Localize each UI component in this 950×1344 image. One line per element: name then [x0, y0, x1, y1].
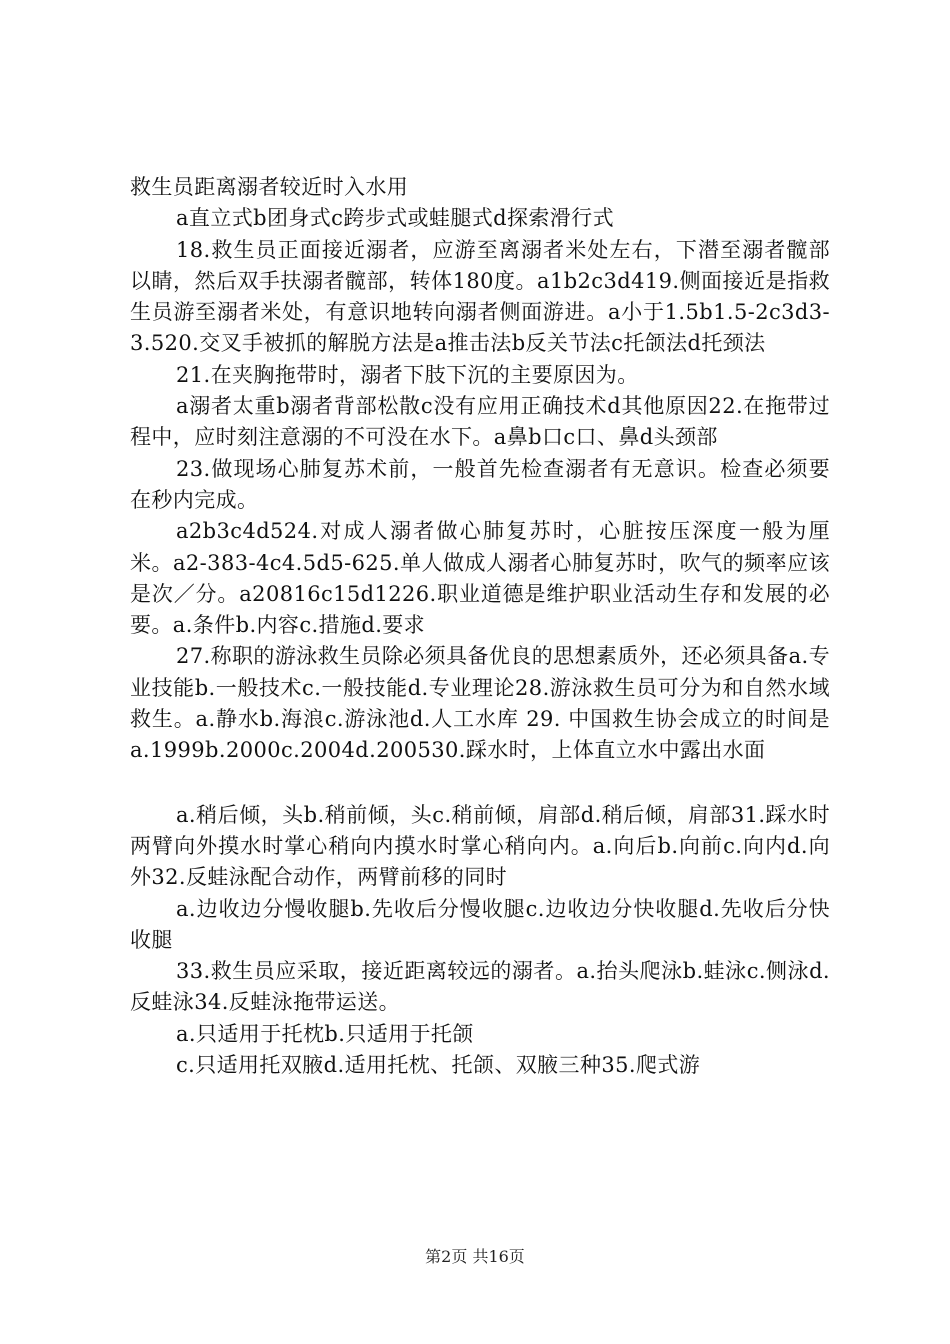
paragraph: a直立式b团身式c跨步式或蛙腿式d探索滑行式	[176, 206, 614, 231]
paragraph: a溺者太重b溺者背部松散c没有应用正确技术d其他原因22.在拖带过程中，应时刻注意溺的不可没在水下。a鼻b口c口、鼻d头颈部	[130, 394, 830, 450]
paragraph: c.只适用托双腋d.适用托枕、托颌、双腋三种35.爬式游	[176, 1053, 701, 1078]
paragraph: 33.救生员应采取，接近距离较远的溺者。a.抬头爬泳b.蛙泳c.侧泳d.反蛙泳34.反蛙泳拖带运送。	[130, 959, 830, 1015]
paragraph: 23.做现场心肺复苏术前，一般首先检查溺者有无意识。检查必须要在秒内完成。	[130, 456, 830, 512]
paragraph: 救生员距离溺者较近时入水用	[130, 175, 409, 199]
text-block-2	[130, 800, 830, 1082]
paragraph: a.只适用于托枕b.只适用于托颌	[176, 1021, 474, 1046]
paragraph: 27.称职的游泳救生员除必须具备优良的思想素质外，还必须具备a.专业技能b.一般技术c.一般技能d.专业理论28.游泳救生员可分为和自然水域救生。a.静水b.海浪c.游泳池d.人工水库 29. 中国救生协会成立的时间是a.1999b.2000c.2004d.200530.踩水时，上体直立水中露出水面	[130, 644, 830, 763]
page-footer: 第2页 共16页	[425, 1247, 525, 1266]
paragraph: 18.救生员正面接近溺者，应游至离溺者米处左右，下潜至溺者髋部以睛，然后双手扶溺者髋部，转体180度。a1b2c3d419.侧面接近是指救生员游至溺者米处，有意识地转向溺者侧面游进。a小于1.5b1.5-2c3d3-3.520.交叉手被抓的解脱方法是a推击法b反关节法c托颌法d托颈法	[130, 237, 830, 356]
text-block-1	[130, 172, 830, 767]
paragraph-gap	[130, 767, 830, 800]
paragraph: a2b3c4d524.对成人溺者做心肺复苏时，心脏按压深度一般为厘米。a2-383-4c4.5d5-625.单人做成人溺者心肺复苏时，吹气的频率应该是次／分。a20816c15d1226.职业道德是维护职业活动生存和发展的必要。a.条件b.内容c.措施d.要求	[130, 519, 830, 638]
paragraph: a.边收边分慢收腿b.先收后分慢收腿c.边收边分快收腿d.先收后分快收腿	[130, 896, 830, 952]
body-text	[130, 172, 830, 1081]
paragraph: a.稍后倾，头b.稍前倾，头c.稍前倾，肩部d.稍后倾，肩部31.踩水时两臂向外摸水时掌心稍向内摸水时掌心稍向内。a.向后b.向前c.向内d.向外32.反蛙泳配合动作，两臂前移的同时	[130, 802, 830, 890]
paragraph: 21.在夹胸拖带时，溺者下肢下沉的主要原因为。	[176, 362, 639, 387]
